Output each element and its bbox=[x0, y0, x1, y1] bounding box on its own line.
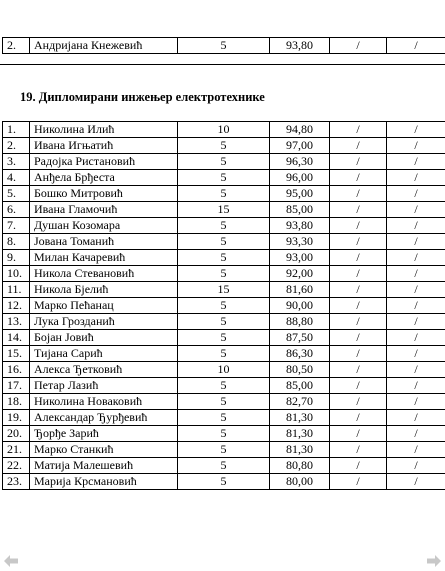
extra-value-1: / bbox=[330, 250, 387, 266]
candidate-name: Ивана Игњатић bbox=[30, 138, 178, 154]
table-row bbox=[3, 154, 445, 170]
row-number: 2. bbox=[3, 38, 30, 54]
extra-value-1: / bbox=[330, 394, 387, 410]
row-number: 23. bbox=[3, 474, 30, 490]
extra-value-2: / bbox=[387, 234, 445, 250]
table-row bbox=[3, 346, 445, 362]
extra-value-1: / bbox=[330, 378, 387, 394]
table-row bbox=[3, 426, 445, 442]
extra-value-1: / bbox=[330, 346, 387, 362]
points-value: 5 bbox=[178, 378, 270, 394]
row-number: 21. bbox=[3, 442, 30, 458]
table-row bbox=[3, 122, 445, 138]
candidate-name: Никола Бјелић bbox=[30, 282, 178, 298]
previous-section-table bbox=[2, 37, 445, 54]
candidate-name: Николина Илић bbox=[30, 122, 178, 138]
row-number: 6. bbox=[3, 202, 30, 218]
extra-value-1: / bbox=[330, 282, 387, 298]
score-value: 80,00 bbox=[270, 474, 330, 490]
score-value: 88,80 bbox=[270, 314, 330, 330]
row-number: 22. bbox=[3, 458, 30, 474]
extra-value-1: / bbox=[330, 426, 387, 442]
points-value: 5 bbox=[178, 426, 270, 442]
points-value: 5 bbox=[178, 138, 270, 154]
table-row bbox=[3, 442, 445, 458]
candidate-name: Душан Козомара bbox=[30, 218, 178, 234]
extra-value-1: / bbox=[330, 154, 387, 170]
extra-value-2: / bbox=[387, 298, 445, 314]
score-value: 86,30 bbox=[270, 346, 330, 362]
candidate-name: Радојка Ристановић bbox=[30, 154, 178, 170]
extra-value-2: / bbox=[387, 202, 445, 218]
row-number: 14. bbox=[3, 330, 30, 346]
extra-value-1: / bbox=[330, 122, 387, 138]
extra-value-2: / bbox=[387, 314, 445, 330]
row-number: 11. bbox=[3, 282, 30, 298]
score-value: 96,30 bbox=[270, 154, 330, 170]
score-value: 81,60 bbox=[270, 282, 330, 298]
table-row bbox=[3, 314, 445, 330]
table-row bbox=[3, 218, 445, 234]
row-number: 13. bbox=[3, 314, 30, 330]
score-value: 96,00 bbox=[270, 170, 330, 186]
candidate-name: Николина Новаковић bbox=[30, 394, 178, 410]
score-value: 82,70 bbox=[270, 394, 330, 410]
table-row bbox=[3, 186, 445, 202]
points-value: 5 bbox=[178, 298, 270, 314]
extra-value-2: / bbox=[387, 282, 445, 298]
extra-value-1: / bbox=[330, 186, 387, 202]
extra-value-1: / bbox=[330, 202, 387, 218]
table-row bbox=[3, 202, 445, 218]
score-value: 81,30 bbox=[270, 442, 330, 458]
extra-value-2: / bbox=[387, 38, 445, 54]
row-number: 9. bbox=[3, 250, 30, 266]
next-page-button[interactable] bbox=[427, 555, 441, 567]
row-number: 8. bbox=[3, 234, 30, 250]
extra-value-1: / bbox=[330, 442, 387, 458]
extra-value-2: / bbox=[387, 474, 445, 490]
extra-value-2: / bbox=[387, 154, 445, 170]
table-row bbox=[3, 298, 445, 314]
row-number: 10. bbox=[3, 266, 30, 282]
points-value: 15 bbox=[178, 282, 270, 298]
row-number: 18. bbox=[3, 394, 30, 410]
extra-value-1: / bbox=[330, 266, 387, 282]
score-value: 93,30 bbox=[270, 234, 330, 250]
candidate-name: Ђорђе Зарић bbox=[30, 426, 178, 442]
row-number: 20. bbox=[3, 426, 30, 442]
extra-value-2: / bbox=[387, 218, 445, 234]
points-value: 5 bbox=[178, 234, 270, 250]
extra-value-2: / bbox=[387, 346, 445, 362]
extra-value-1: / bbox=[330, 218, 387, 234]
candidate-name: Тијана Сарић bbox=[30, 346, 178, 362]
candidate-name: Александар Ђурђевић bbox=[30, 410, 178, 426]
row-number: 5. bbox=[3, 186, 30, 202]
extra-value-2: / bbox=[387, 330, 445, 346]
score-value: 87,50 bbox=[270, 330, 330, 346]
candidate-name: Петар Лазић bbox=[30, 378, 178, 394]
candidate-name: Матија Малешевић bbox=[30, 458, 178, 474]
candidate-name: Андријана Кнежевић bbox=[30, 38, 178, 54]
candidate-name: Милан Качаревић bbox=[30, 250, 178, 266]
points-value: 5 bbox=[178, 394, 270, 410]
score-value: 81,30 bbox=[270, 426, 330, 442]
table-row bbox=[3, 234, 445, 250]
extra-value-2: / bbox=[387, 458, 445, 474]
table-row bbox=[3, 170, 445, 186]
extra-value-1: / bbox=[330, 38, 387, 54]
table-row bbox=[3, 378, 445, 394]
row-number: 19. bbox=[3, 410, 30, 426]
row-number: 12. bbox=[3, 298, 30, 314]
score-value: 94,80 bbox=[270, 122, 330, 138]
row-number: 7. bbox=[3, 218, 30, 234]
candidate-name: Бојан Јовић bbox=[30, 330, 178, 346]
score-value: 85,00 bbox=[270, 202, 330, 218]
table-row bbox=[3, 330, 445, 346]
extra-value-2: / bbox=[387, 170, 445, 186]
extra-value-2: / bbox=[387, 378, 445, 394]
extra-value-2: / bbox=[387, 122, 445, 138]
score-value: 90,00 bbox=[270, 298, 330, 314]
score-value: 93,00 bbox=[270, 250, 330, 266]
extra-value-1: / bbox=[330, 474, 387, 490]
points-value: 5 bbox=[178, 410, 270, 426]
extra-value-2: / bbox=[387, 442, 445, 458]
extra-value-2: / bbox=[387, 250, 445, 266]
row-number: 15. bbox=[3, 346, 30, 362]
score-value: 93,80 bbox=[270, 38, 330, 54]
table-row bbox=[3, 410, 445, 426]
table-row bbox=[3, 250, 445, 266]
candidate-name: Јована Томанић bbox=[30, 234, 178, 250]
candidate-name: Ивана Гламочић bbox=[30, 202, 178, 218]
candidates-table bbox=[2, 121, 445, 490]
divider-line bbox=[0, 64, 445, 65]
prev-page-button[interactable] bbox=[4, 555, 18, 567]
points-value: 5 bbox=[178, 170, 270, 186]
section-title: 19. Дипломирани инжењер електротехнике bbox=[20, 90, 265, 104]
score-value: 92,00 bbox=[270, 266, 330, 282]
extra-value-2: / bbox=[387, 186, 445, 202]
extra-value-2: / bbox=[387, 410, 445, 426]
extra-value-1: / bbox=[330, 170, 387, 186]
table-row bbox=[3, 458, 445, 474]
score-value: 85,00 bbox=[270, 378, 330, 394]
score-value: 81,30 bbox=[270, 410, 330, 426]
points-value: 10 bbox=[178, 122, 270, 138]
points-value: 5 bbox=[178, 442, 270, 458]
score-value: 95,00 bbox=[270, 186, 330, 202]
table-row bbox=[3, 394, 445, 410]
row-number: 2. bbox=[3, 138, 30, 154]
row-number: 1. bbox=[3, 122, 30, 138]
extra-value-2: / bbox=[387, 266, 445, 282]
score-value: 93,80 bbox=[270, 218, 330, 234]
points-value: 5 bbox=[178, 186, 270, 202]
score-value: 97,00 bbox=[270, 138, 330, 154]
extra-value-1: / bbox=[330, 298, 387, 314]
extra-value-2: / bbox=[387, 138, 445, 154]
table-row bbox=[3, 474, 445, 490]
points-value: 10 bbox=[178, 362, 270, 378]
points-value: 5 bbox=[178, 154, 270, 170]
row-number: 16. bbox=[3, 362, 30, 378]
candidate-name: Анђела Брђеста bbox=[30, 170, 178, 186]
table-row bbox=[3, 266, 445, 282]
extra-value-2: / bbox=[387, 426, 445, 442]
points-value: 5 bbox=[178, 346, 270, 362]
points-value: 5 bbox=[178, 38, 270, 54]
table-row bbox=[3, 138, 445, 154]
extra-value-2: / bbox=[387, 394, 445, 410]
candidate-name: Лука Грозданић bbox=[30, 314, 178, 330]
points-value: 5 bbox=[178, 458, 270, 474]
candidate-name: Марко Станкић bbox=[30, 442, 178, 458]
row-number: 4. bbox=[3, 170, 30, 186]
table-row bbox=[3, 38, 445, 54]
points-value: 5 bbox=[178, 474, 270, 490]
extra-value-1: / bbox=[330, 138, 387, 154]
score-value: 80,80 bbox=[270, 458, 330, 474]
points-value: 5 bbox=[178, 266, 270, 282]
extra-value-1: / bbox=[330, 410, 387, 426]
table-row bbox=[3, 282, 445, 298]
extra-value-1: / bbox=[330, 234, 387, 250]
points-value: 5 bbox=[178, 250, 270, 266]
table-row bbox=[3, 362, 445, 378]
points-value: 5 bbox=[178, 314, 270, 330]
extra-value-2: / bbox=[387, 362, 445, 378]
extra-value-1: / bbox=[330, 458, 387, 474]
candidate-name: Бошко Митровић bbox=[30, 186, 178, 202]
row-number: 17. bbox=[3, 378, 30, 394]
candidate-name: Алекса Ђетковић bbox=[30, 362, 178, 378]
points-value: 15 bbox=[178, 202, 270, 218]
candidate-name: Никола Стевановић bbox=[30, 266, 178, 282]
extra-value-1: / bbox=[330, 362, 387, 378]
arrow-left-icon bbox=[4, 555, 18, 567]
points-value: 5 bbox=[178, 218, 270, 234]
row-number: 3. bbox=[3, 154, 30, 170]
candidate-name: Марија Крсмановић bbox=[30, 474, 178, 490]
arrow-right-icon bbox=[427, 555, 441, 567]
score-value: 80,50 bbox=[270, 362, 330, 378]
candidate-name: Марко Пећанац bbox=[30, 298, 178, 314]
points-value: 5 bbox=[178, 330, 270, 346]
extra-value-1: / bbox=[330, 314, 387, 330]
extra-value-1: / bbox=[330, 330, 387, 346]
